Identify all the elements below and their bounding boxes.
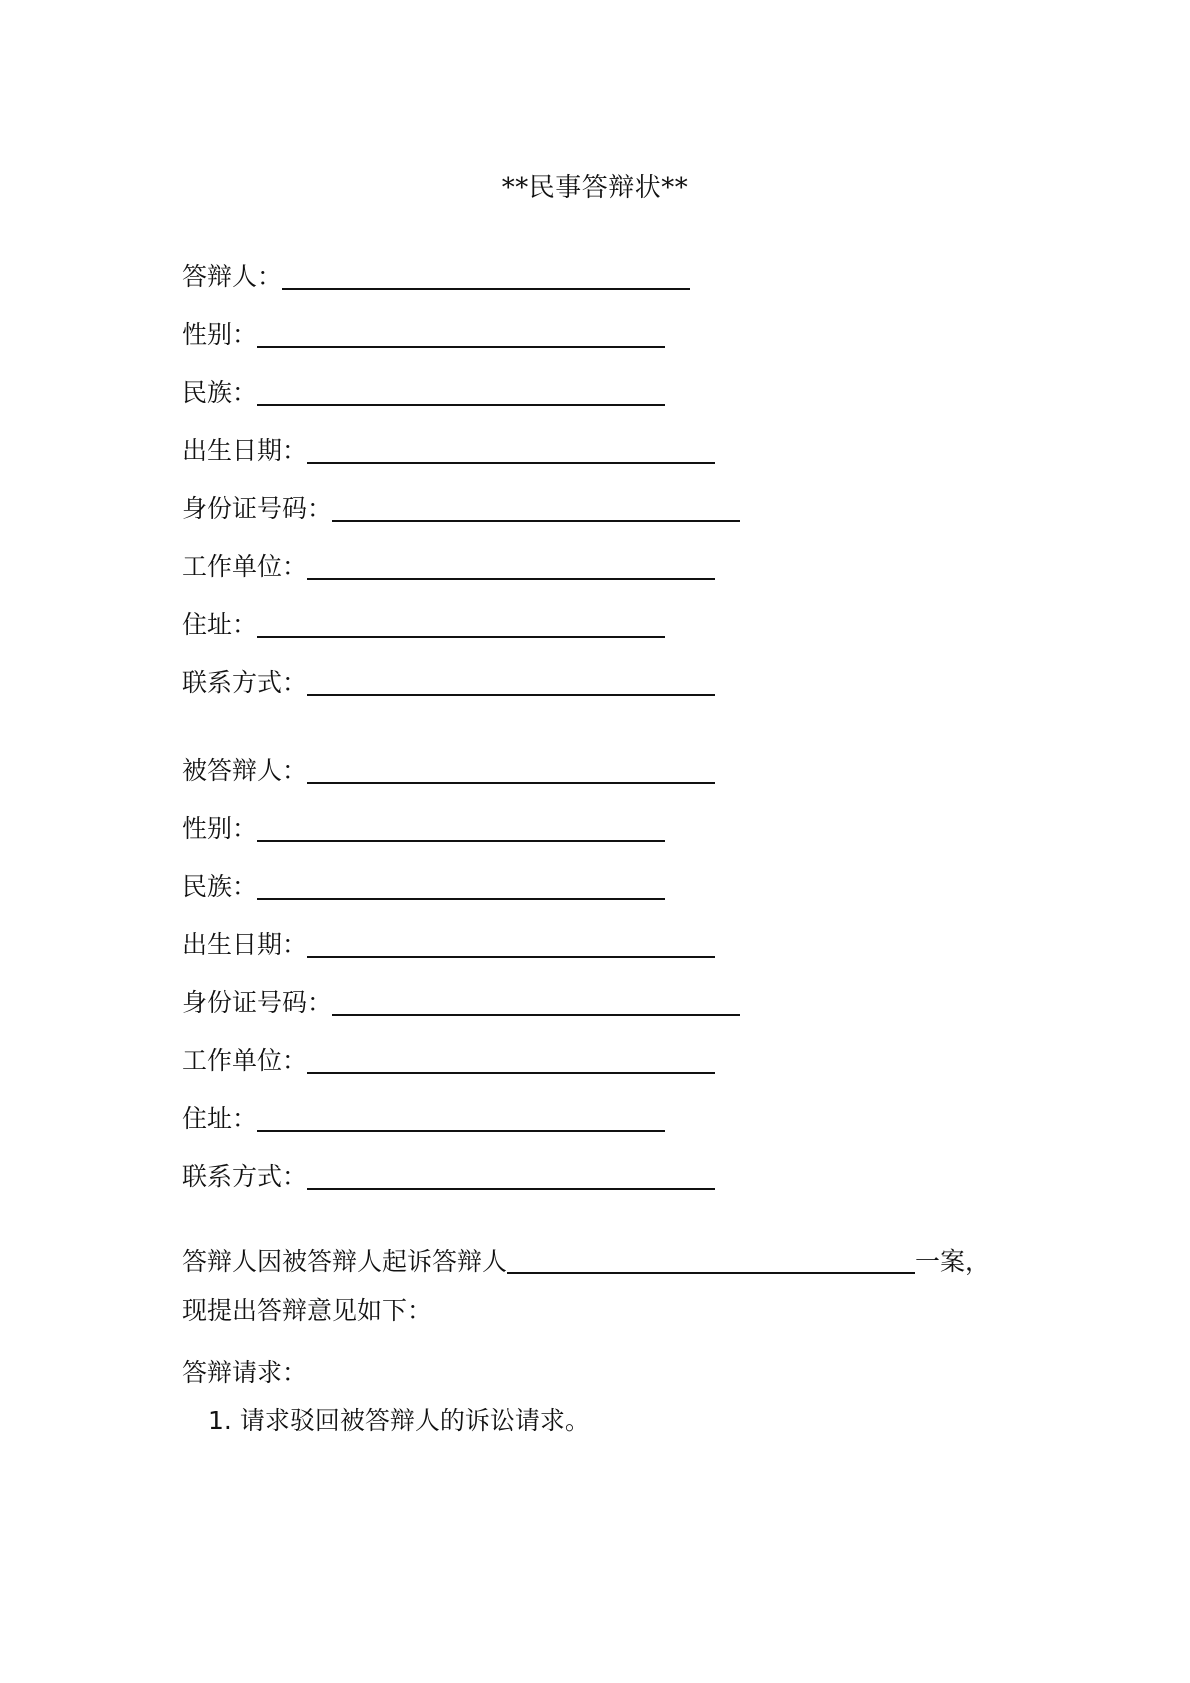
respondent-gender-field [182,312,665,352]
respondent-birth-field [182,428,715,468]
claimant-contact-label: 联系方式： [182,1162,308,1191]
claimant-contact-blank[interactable] [307,1158,715,1190]
respondent-name-field [182,254,690,294]
intro-after-text: 一案， [915,1247,991,1276]
respondent-contact-field [182,660,715,700]
requests-heading: 答辩请求： [182,1358,308,1387]
claimant-birth-blank[interactable] [307,926,715,958]
claimant-address-label: 住址： [182,1104,258,1133]
respondent-name-blank[interactable] [282,258,690,290]
respondent-birth-blank[interactable] [307,432,715,464]
claimant-ethnicity-blank[interactable] [257,868,665,900]
intro-line-1 [182,1244,990,1279]
claimant-employer-field [182,1038,715,1078]
respondent-birth-label: 出生日期： [182,436,308,465]
claimant-employer-label: 工作单位： [182,1046,308,1075]
respondent-address-blank[interactable] [257,606,665,638]
claimant-address-blank[interactable] [257,1100,665,1132]
claimant-id-field [182,980,740,1020]
respondent-id-blank[interactable] [332,490,740,522]
respondent-gender-label: 性别： [182,320,258,349]
claimant-birth-label: 出生日期： [182,930,308,959]
claimant-gender-blank[interactable] [257,810,665,842]
respondent-address-label: 住址： [182,610,258,639]
claimant-name-field [182,748,715,788]
respondent-employer-field [182,544,715,584]
claimant-name-blank[interactable] [307,752,715,784]
claimant-ethnicity-label: 民族： [182,872,258,901]
claimant-birth-field [182,922,715,962]
list-item-number: 1. [208,1406,232,1435]
claimant-id-blank[interactable] [332,984,740,1016]
respondent-gender-blank[interactable] [257,316,665,348]
list-item [208,1404,590,1438]
intro-before-text: 答辩人因被答辩人起诉答辩人 [182,1247,508,1276]
list-item-text: 请求驳回被答辩人的诉讼请求。 [239,1406,590,1435]
respondent-address-field [182,602,665,642]
respondent-ethnicity-blank[interactable] [257,374,665,406]
claimant-address-field [182,1096,665,1136]
respondent-ethnicity-field [182,370,665,410]
document-title: **民事答辩状** [501,173,689,203]
claimant-ethnicity-field [182,864,665,904]
respondent-employer-label: 工作单位： [182,552,308,581]
respondent-id-field [182,486,740,526]
claimant-employer-blank[interactable] [307,1042,715,1074]
respondent-contact-label: 联系方式： [182,668,308,697]
claimant-gender-label: 性别： [182,814,258,843]
respondent-ethnicity-label: 民族： [182,378,258,407]
respondent-id-label: 身份证号码： [182,494,333,523]
claimant-id-label: 身份证号码： [182,988,333,1017]
respondent-employer-blank[interactable] [307,548,715,580]
respondent-name-label: 答辩人： [182,262,283,291]
claimant-name-label: 被答辩人： [182,756,308,785]
respondent-contact-blank[interactable] [307,664,715,696]
claimant-gender-field [182,806,665,846]
case-cause-blank[interactable] [507,1244,915,1274]
claimant-contact-field [182,1154,715,1194]
intro-line-2: 现提出答辩意见如下： [182,1296,433,1325]
